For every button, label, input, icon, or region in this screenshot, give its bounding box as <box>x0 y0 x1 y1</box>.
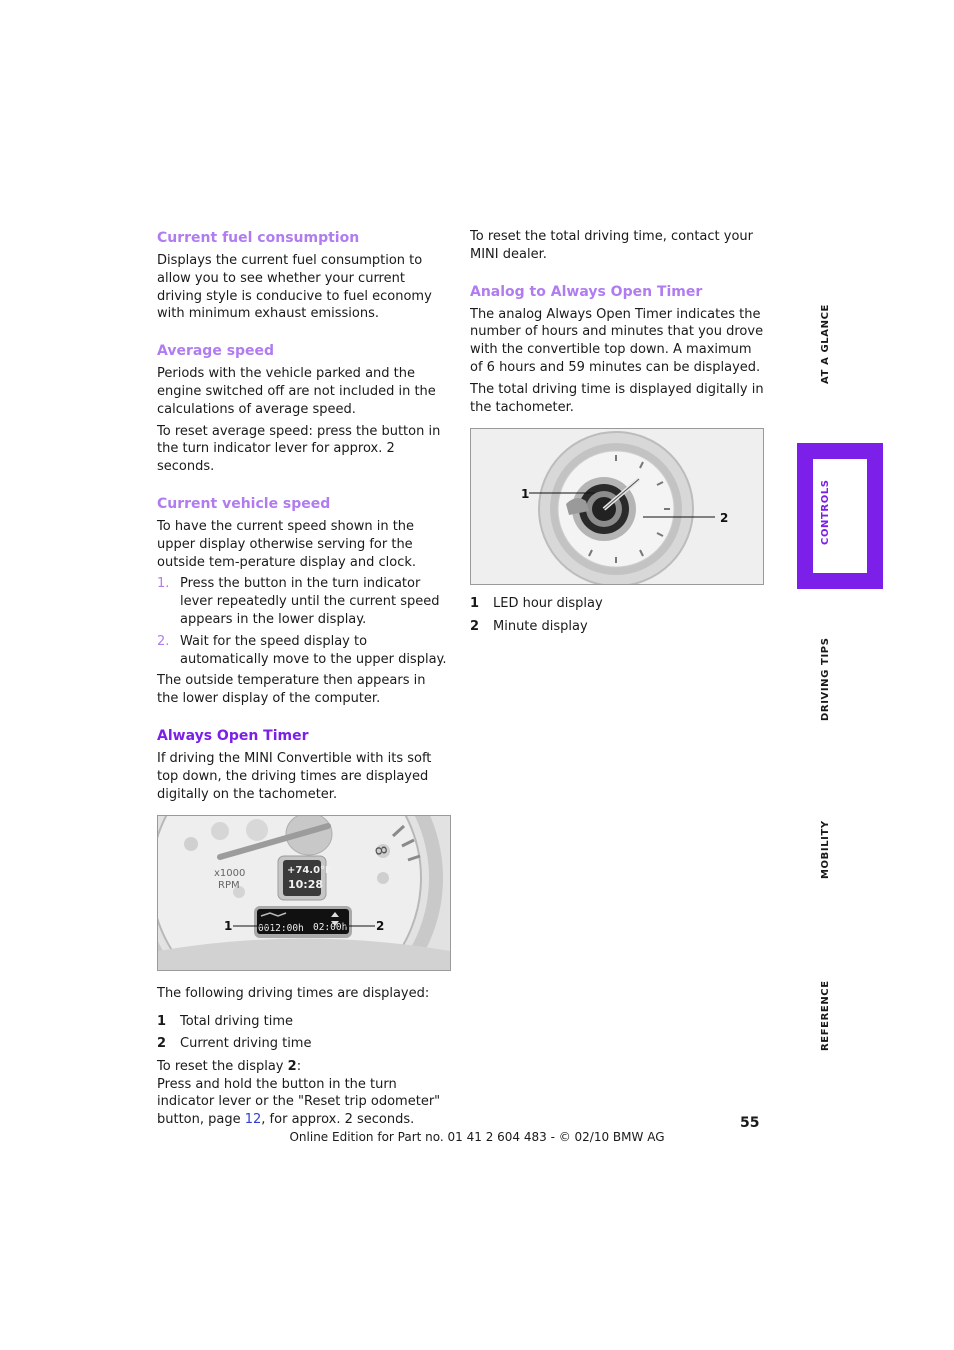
clock-display: 10:28 <box>288 878 324 892</box>
temperature-display: +74.0°F <box>287 865 332 877</box>
analog-timer-legend <box>470 595 766 635</box>
right-column <box>470 228 766 640</box>
current-time-display: 02:00h <box>313 922 348 934</box>
tab-driving-tips[interactable]: DRIVING TIPS <box>820 637 831 721</box>
analog-timer-text-1: The analog Always Open Timer indicates the number of hours and minutes that you drove with the convertible top down. A maximum of 6 hours and 59 minutes can be displayed. <box>470 306 764 375</box>
callout-1: 1 <box>224 919 233 934</box>
legend-number: 2 <box>470 618 480 634</box>
footer-text: Online Edition for Part no. 01 41 2 604 483 - © 02/10 BMW AG <box>289 1130 665 1144</box>
analog-timer-illustration <box>471 429 763 584</box>
total-time-display: 0012:00h <box>258 923 304 935</box>
timer-intro: If driving the MINI Convertible with its soft top down, the driving times are displayed digitally on the tachometer. <box>157 750 432 802</box>
reset-display-instruction <box>157 1058 449 1076</box>
tab-controls[interactable]: CONTROLS <box>820 479 831 545</box>
reset-body-b: , for approx. 2 seconds. <box>261 1112 415 1128</box>
reset-bold-number: 2 <box>287 1058 297 1074</box>
vehicle-speed-outro: The outside temperature then appears in the lower display of the computer. <box>157 673 426 707</box>
legend-number: 1 <box>157 1014 167 1030</box>
heading-always-open-timer: Always Open Timer <box>157 727 309 744</box>
rpm-label-bottom: RPM <box>218 880 240 892</box>
reset-prefix: To reset the display <box>157 1058 288 1074</box>
driving-times-intro: The following driving times are displayed: <box>157 986 430 1002</box>
step-text: Press the button in the turn indicator lever repeatedly until the current speed appears in the lower display. <box>180 576 440 627</box>
rpm-label-top: x1000 <box>214 868 246 880</box>
legend-text: Total driving time <box>180 1014 294 1030</box>
legend-number: 2 <box>157 1036 167 1052</box>
tachometer-digital-figure <box>157 815 451 971</box>
vehicle-speed-steps <box>157 575 449 668</box>
step-number: 2. <box>157 633 170 649</box>
reset-suffix: : <box>296 1058 302 1074</box>
tachometer-illustration <box>158 816 450 970</box>
legend-row <box>470 595 766 613</box>
contact-dealer-text: To reset the total driving time, contact your MINI dealer. <box>470 229 753 262</box>
tab-at-a-glance[interactable]: AT A GLANCE <box>820 304 831 384</box>
legend-text: Current driving time <box>180 1036 312 1052</box>
heading-average-speed: Average speed <box>157 343 275 360</box>
legend-number: 1 <box>470 596 480 612</box>
tab-mobility[interactable]: MOBILITY <box>820 820 831 879</box>
fuel-consumption-text: Displays the current fuel consumption to allow you to see whether your current driving style is conducive to fuel economy with minimum exhaust emissions. <box>157 253 432 322</box>
heading-analog-timer: Analog to Always Open Timer <box>470 283 703 300</box>
legend-text: Minute display <box>493 618 588 634</box>
left-column <box>157 228 449 1133</box>
analog-timer-text-2: The total driving time is displayed digitally in the tachometer. <box>470 381 764 415</box>
vehicle-speed-intro: To have the current speed shown in the upper display otherwise serving for the outside tem-perature display and clock. <box>157 518 416 570</box>
heading-current-vehicle-speed: Current vehicle speed <box>157 495 331 512</box>
step-item <box>157 633 449 669</box>
reset-display-body <box>157 1076 449 1129</box>
legend-row <box>470 618 766 636</box>
heading-current-fuel-consumption: Current fuel consumption <box>157 230 360 246</box>
average-speed-text-2: To reset average speed: press the button in the turn indicator lever for approx. 2 seconds. <box>157 423 441 475</box>
step-item <box>157 575 449 628</box>
page-link[interactable]: 12 <box>244 1112 262 1128</box>
page-number: 55 <box>740 1115 760 1131</box>
step-text: Wait for the speed display to automatically move to the upper display. <box>180 633 447 667</box>
legend-row <box>157 1035 449 1053</box>
callout-1: 1 <box>521 487 530 502</box>
reset-body-a: Press and hold the button in the turn indicator lever or the "Reset trip odometer" button, page <box>157 1076 441 1128</box>
tab-reference[interactable]: REFERENCE <box>820 980 831 1051</box>
callout-2: 2 <box>720 511 729 526</box>
legend-row <box>157 1013 449 1031</box>
legend-text: LED hour display <box>493 596 603 612</box>
step-number: 1. <box>157 576 170 592</box>
svg-text:8: 8 <box>371 844 391 858</box>
driving-times-legend <box>157 1013 449 1053</box>
analog-timer-figure <box>470 428 764 585</box>
callout-2: 2 <box>376 919 385 934</box>
average-speed-text-1: Periods with the vehicle parked and the engine switched off are not included in the calculations of average speed. <box>157 366 436 417</box>
